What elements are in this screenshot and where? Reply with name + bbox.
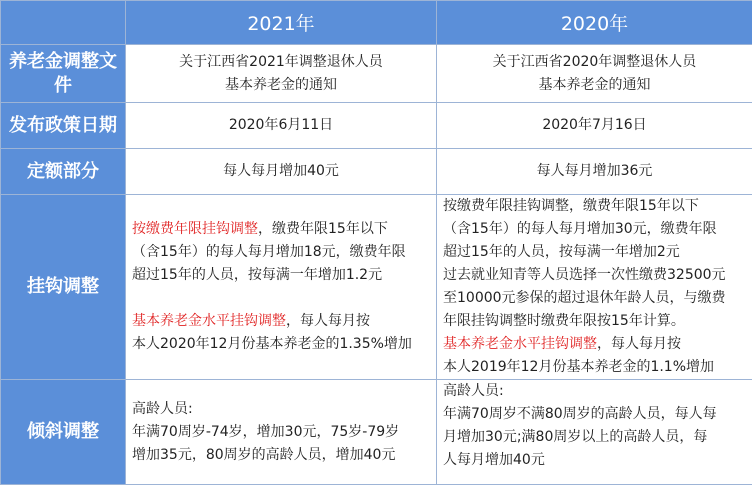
fixed-2020: 每人每月增加36元 [437,149,752,195]
label-hook: 挂钩调整 [1,195,126,380]
header-corner [1,1,126,45]
hook-2021-red1: 按缴费年限挂钩调整 [132,221,258,237]
date-2021: 2020年6月11日 [126,103,437,149]
label-file: 养老金调整文件 [1,45,126,103]
header-row [1,1,752,45]
row-hook [1,195,752,380]
row-date [1,103,752,149]
fixed-2021: 每人每月增加40元 [126,149,437,195]
row-file [1,45,752,103]
tilt-2020: 高龄人员: 年满70周岁不满80周岁的高龄人员，每人每 月增加30元;满80周岁以上的高龄人员，每 人每月增加40元 [437,380,752,485]
row-fixed [1,149,752,195]
hook-2021: 按缴费年限挂钩调整，缴费年限15年以下 （含15年）的每人每月增加18元，缴费年限 超过15年的人员，按每满一年增加1.2元 基本养老金水平挂钩调整，每人每月按 本人2020年12月份基本养老金的1.35%增加 [126,195,437,380]
header-2021: 2021年 [126,1,437,45]
row-tilt [1,380,752,485]
header-2020: 2020年 [437,1,752,45]
label-date: 发布政策日期 [1,103,126,149]
label-fixed: 定额部分 [1,149,126,195]
hook-2021-red2: 基本养老金水平挂钩调整 [132,313,286,329]
hook-2020: 按缴费年限挂钩调整，缴费年限15年以下 （含15年）的每人每月增加30元，缴费年限 超过15年的人员，按每满一年增加2元 过去就业知青等人员选择一次性缴费32500元 至10000元参保的超过退休年龄人员，与缴费 年限挂钩调整时缴费年限按15年计算。 基本养老金水平挂钩调整，每人每月按 本人2019年12月份基本养老金的1.1%增加 [437,195,752,380]
label-tilt: 倾斜调整 [1,380,126,485]
file-2021: 关于江西省2021年调整退休人员 基本养老金的通知 [126,45,437,103]
tilt-2021: 高龄人员: 年满70周岁-74岁，增加30元，75岁-79岁 增加35元，80周岁的高龄人员，增加40元 [126,380,437,485]
file-2020: 关于江西省2020年调整退休人员 基本养老金的通知 [437,45,752,103]
hook-2020-red: 基本养老金水平挂钩调整 [443,336,597,352]
date-2020: 2020年7月16日 [437,103,752,149]
